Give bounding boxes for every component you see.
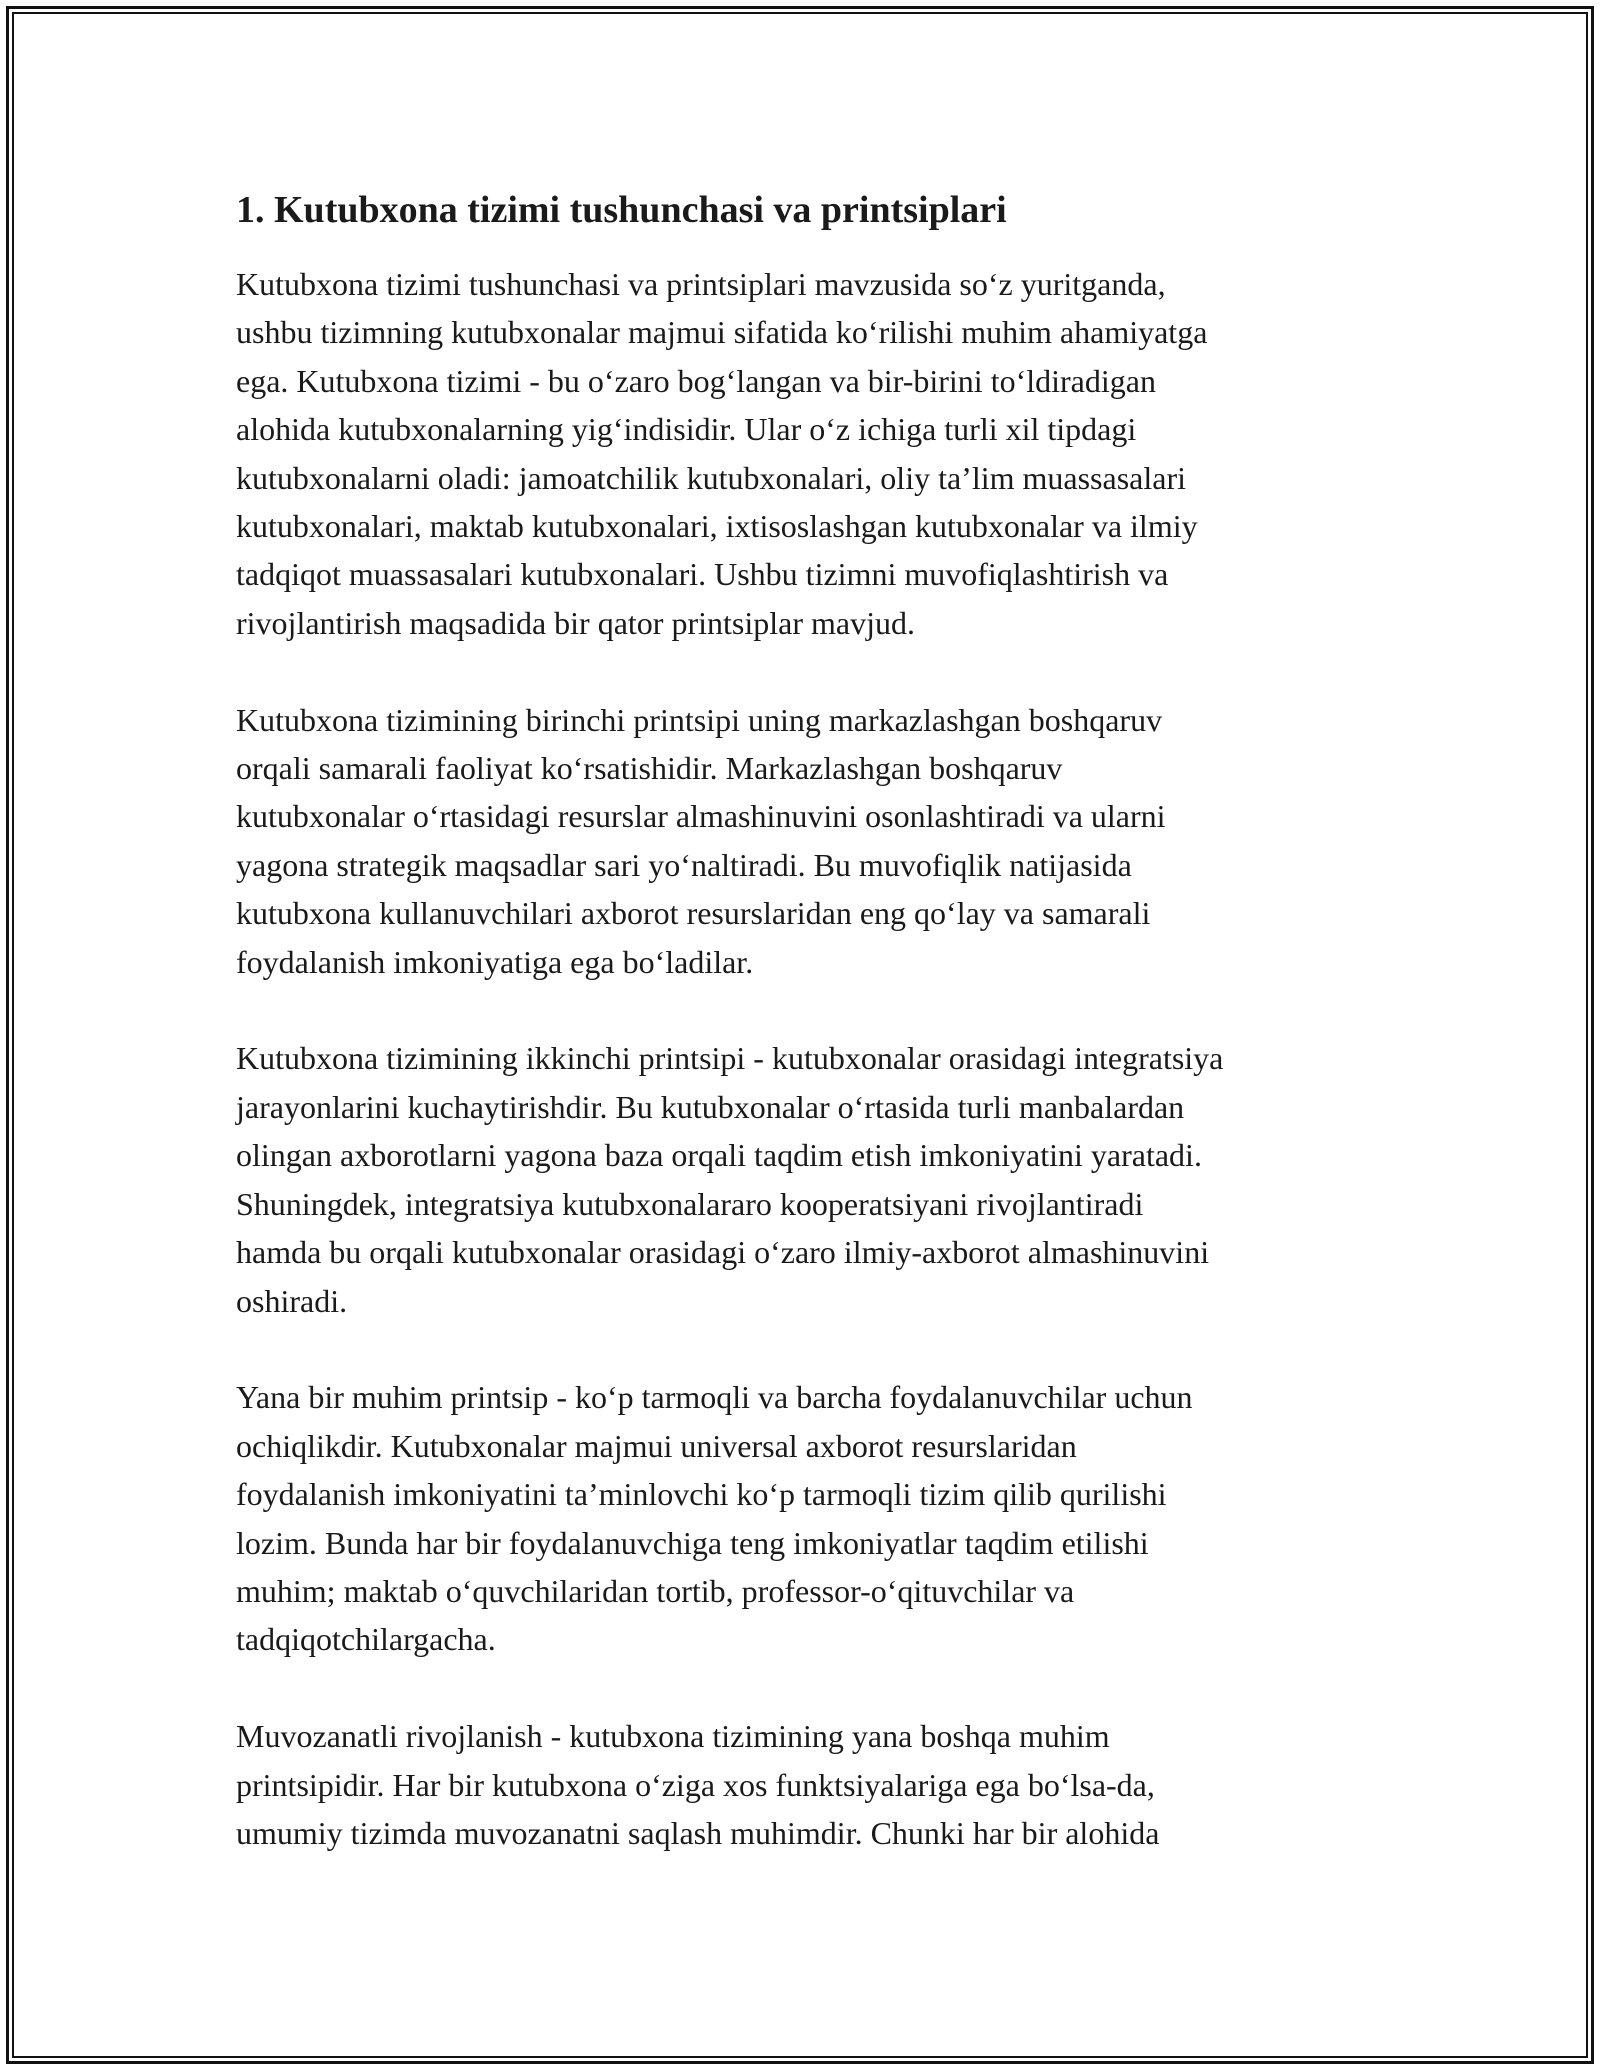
text-line: kutubxonalari, maktab kutubxonalari, ixtisoslashgan kutubxonalar va ilmiy: [236, 508, 1198, 545]
text-line: ochiqlikdir. Kutubxonalar majmui universal axborot resurslaridan: [236, 1427, 1077, 1464]
section-heading: 1. Kutubxona tizimi tushunchasi va printsiplari: [236, 189, 1007, 231]
text-line: Kutubxona tizimining birinchi printsipi uning markazlashgan boshqaruv: [236, 701, 1163, 738]
text-line: rivojlantirish maqsadida bir qator printsiplar mavjud.: [236, 604, 915, 641]
text-line: Shuningdek, integratsiya kutubxonalararo kooperatsiyani rivojlantiradi: [236, 1185, 1144, 1222]
text-line: Kutubxona tizimi tushunchasi va printsiplari mavzusida so‘z yuritganda,: [236, 266, 1166, 302]
paragraph-5: [236, 1712, 1386, 1857]
text-line: tadqiqot muassasalari kutubxonalari. Ushbu tizimni muvofiqlashtirish va: [236, 556, 1169, 593]
text-line: foydalanish imkoniyatini ta’minlovchi ko‘p tarmoqli tizim qilib qurilishi: [236, 1476, 1167, 1513]
paragraph-2: [236, 696, 1386, 986]
document-body: [236, 186, 1386, 1906]
text-line: umumiy tizimda muvozanatni saqlash muhimdir. Chunki har bir alohida: [236, 1814, 1160, 1851]
paragraph-3: [236, 1034, 1386, 1324]
paragraph-4: [236, 1373, 1386, 1663]
text-line: foydalanish imkoniyatiga ega bo‘ladilar.: [236, 943, 754, 980]
text-line: ega. Kutubxona tizimi - bu o‘zaro bog‘langan va bir-birini to‘ldiradigan: [236, 362, 1156, 399]
text-line: Muvozanatli rivojlanish - kutubxona tizimining yana boshqa muhim: [236, 1718, 1110, 1755]
text-line: lozim. Bunda har bir foydalanuvchiga teng imkoniyatlar taqdim etilishi: [236, 1524, 1149, 1561]
text-line: kutubxona kullanuvchilari axborot resurslaridan eng qo‘lay va samarali: [236, 895, 1151, 932]
text-line: muhim; maktab o‘quvchilaridan tortib, professor-o‘qituvchilar va: [236, 1572, 1075, 1609]
paragraph-1: [236, 260, 1386, 647]
text-line: alohida kutubxonalarning yig‘indisidir. Ular o‘z ichiga turli xil tipdagi: [236, 411, 1137, 448]
text-line: Kutubxona tizimining ikkinchi printsipi - kutubxonalar orasidagi integratsiya: [236, 1040, 1224, 1077]
text-line: orqali samarali faoliyat ko‘rsatishidir. Markazlashgan boshqaruv: [236, 750, 1063, 787]
text-line: printsipidir. Har bir kutubxona o‘ziga xos funktsiyalariga ega bo‘lsa-da,: [236, 1766, 1155, 1803]
text-line: kutubxonalarni oladi: jamoatchilik kutubxonalari, oliy ta’lim muassasalari: [236, 459, 1186, 496]
text-line: ushbu tizimning kutubxonalar majmui sifatida ko‘rilishi muhim ahamiyatga: [236, 314, 1208, 351]
text-line: kutubxonalar o‘rtasidagi resurslar almashinuvini osonlashtiradi va ularni: [236, 798, 1166, 835]
text-line: olingan axborotlarni yagona baza orqali taqdim etish imkoniyatini yaratadi.: [236, 1137, 1202, 1174]
text-line: hamda bu orqali kutubxonalar orasidagi o‘zaro ilmiy-axborot almashinuvini: [236, 1234, 1210, 1271]
text-line: jarayonlarini kuchaytirishdir. Bu kutubxonalar o‘rtasida turli manbalardan: [236, 1088, 1185, 1125]
text-line: tadqiqotchilargacha.: [236, 1621, 496, 1658]
text-line: yagona strategik maqsadlar sari yo‘naltiradi. Bu muvofiqlik natijasida: [236, 846, 1132, 883]
text-line: oshiradi.: [236, 1282, 348, 1319]
text-line: Yana bir muhim printsip - ko‘p tarmoqli va barcha foydalanuvchilar uchun: [236, 1379, 1193, 1416]
